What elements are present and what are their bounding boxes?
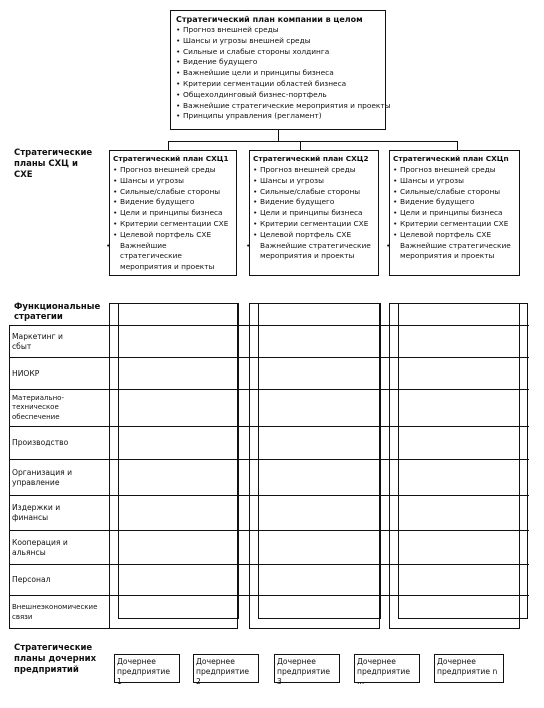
sxc-plan-item: • Целевой портфель СХЕ [253, 230, 378, 241]
sxc-plan-item: • Сильные/слабые стороны [393, 187, 519, 198]
company-plan-item: • Общехолдинговый бизнес-портфель [176, 90, 385, 101]
sxc-plan-item: • Важнейшие стратегические мероприятия и проекты [393, 241, 512, 263]
functional-row-label: Кооперация и альянсы [12, 537, 68, 557]
company-plan-item: • Прогноз внешней среды [176, 25, 385, 36]
functional-row-label: Издержки и финансы [12, 503, 61, 522]
sxc-plan-1 [109, 150, 237, 276]
subsidiary-plans-label: Стратегические планы дочерних предприятий [14, 643, 97, 675]
functional-column-1 [109, 303, 238, 629]
functional-column-2 [249, 303, 380, 629]
functional-row-label: Внешнеэкономические связи [12, 603, 98, 621]
company-plan-item: • Критерии сегментации областей бизнеса [176, 79, 385, 90]
sxc-plan-title: Стратегический план СХЦ2 [253, 154, 369, 163]
sxc-plans-label: Стратегические планы СХЦ и СХЕ [14, 148, 93, 180]
functional-row-label: Материально-техническое обеспечение [12, 393, 64, 421]
grid-row-line [9, 325, 529, 326]
company-plan-item: • Принципы управления (регламент) [176, 111, 385, 122]
company-plan-items [176, 25, 391, 122]
sxc-plan-title: Стратегический план СХЦ1 [113, 154, 229, 163]
sxc-plan-n [389, 150, 520, 276]
sxc-plan-title: Стратегический план СХЦn [393, 154, 509, 163]
sxc-plan-item: • Важнейшие стратегические мероприятия и проекты [113, 241, 230, 273]
company-plan-item: • Шансы и угрозы внешней среды [176, 36, 385, 47]
sxc-plan-item: • Сильные/слабые стороны [113, 187, 236, 198]
functional-row-label: Маркетинг и сбыт [12, 331, 63, 351]
sxc-plan-item: • Прогноз внешней среды [113, 165, 236, 176]
sxc-plan-item: • Важнейшие стратегические мероприятия и проекты [253, 241, 372, 263]
sxc-plan-item: • Критерии сегментации СХЕ [113, 219, 236, 230]
sxc-plan-item: • Шансы и угрозы [113, 176, 236, 187]
connector-line [168, 141, 458, 142]
sxc-plan-item: • Шансы и угрозы [393, 176, 519, 187]
sxc-plan-item: • Видение будущего [113, 197, 236, 208]
functional-row-label: Производство [12, 438, 69, 447]
sxc-plan-2 [249, 150, 379, 276]
subsidiary-box: Дочернее предприятие 2 [193, 654, 259, 683]
sxc-plan-item: • Цели и принципы бизнеса [113, 208, 236, 219]
company-plan-item: • Сильные и слабые стороны холдинга [176, 47, 385, 58]
functional-strategies-label: Функциональные стратегии [14, 302, 101, 322]
subsidiary-box: Дочернее предприятие 3 [274, 654, 340, 683]
grid-row-line [9, 495, 529, 496]
subsidiary-box: Дочернее предприятие n [434, 654, 504, 683]
functional-row-label: Организация и управление [12, 467, 73, 487]
subsidiary-box: Дочернее предприятие ... [354, 654, 420, 683]
subsidiary-box: Дочернее предприятие 1 [114, 654, 180, 683]
company-plan-item: • Важнейшие цели и принципы бизнеса [176, 68, 385, 79]
sxc-plan-item: • Шансы и угрозы [253, 176, 378, 187]
company-strategic-plan [170, 10, 391, 130]
sxc-plan-item: • Критерии сегментации СХЕ [393, 219, 519, 230]
grid-row-line [9, 530, 529, 531]
sxc-plan-item: • Целевой портфель СХЕ [393, 230, 519, 241]
sxc-plan-item: • Целевой портфель СХЕ [113, 230, 236, 241]
sxc-plan-item: • Видение будущего [253, 197, 378, 208]
sxc-plan-item: • Цели и принципы бизнеса [253, 208, 378, 219]
company-plan-item: • Важнейшие стратегические мероприятия и проекты [176, 101, 385, 112]
sxc-plan-item: • Прогноз внешней среды [393, 165, 519, 176]
company-plan-title: Стратегический план компании в целом [176, 15, 363, 24]
functional-row-label: Персонал [12, 575, 51, 584]
sxc-plan-item: • Видение будущего [393, 197, 519, 208]
sxc-plan-item: • Прогноз внешней среды [253, 165, 378, 176]
sxc-plan-item: • Критерии сегментации СХЕ [253, 219, 378, 230]
company-plan-item: • Видение будущего [176, 57, 385, 68]
sxc-plan-item: • Цели и принципы бизнеса [393, 208, 519, 219]
functional-column-n [389, 303, 520, 629]
functional-row-label: НИОКР [12, 368, 40, 378]
sxc-plan-item: • Сильные/слабые стороны [253, 187, 378, 198]
